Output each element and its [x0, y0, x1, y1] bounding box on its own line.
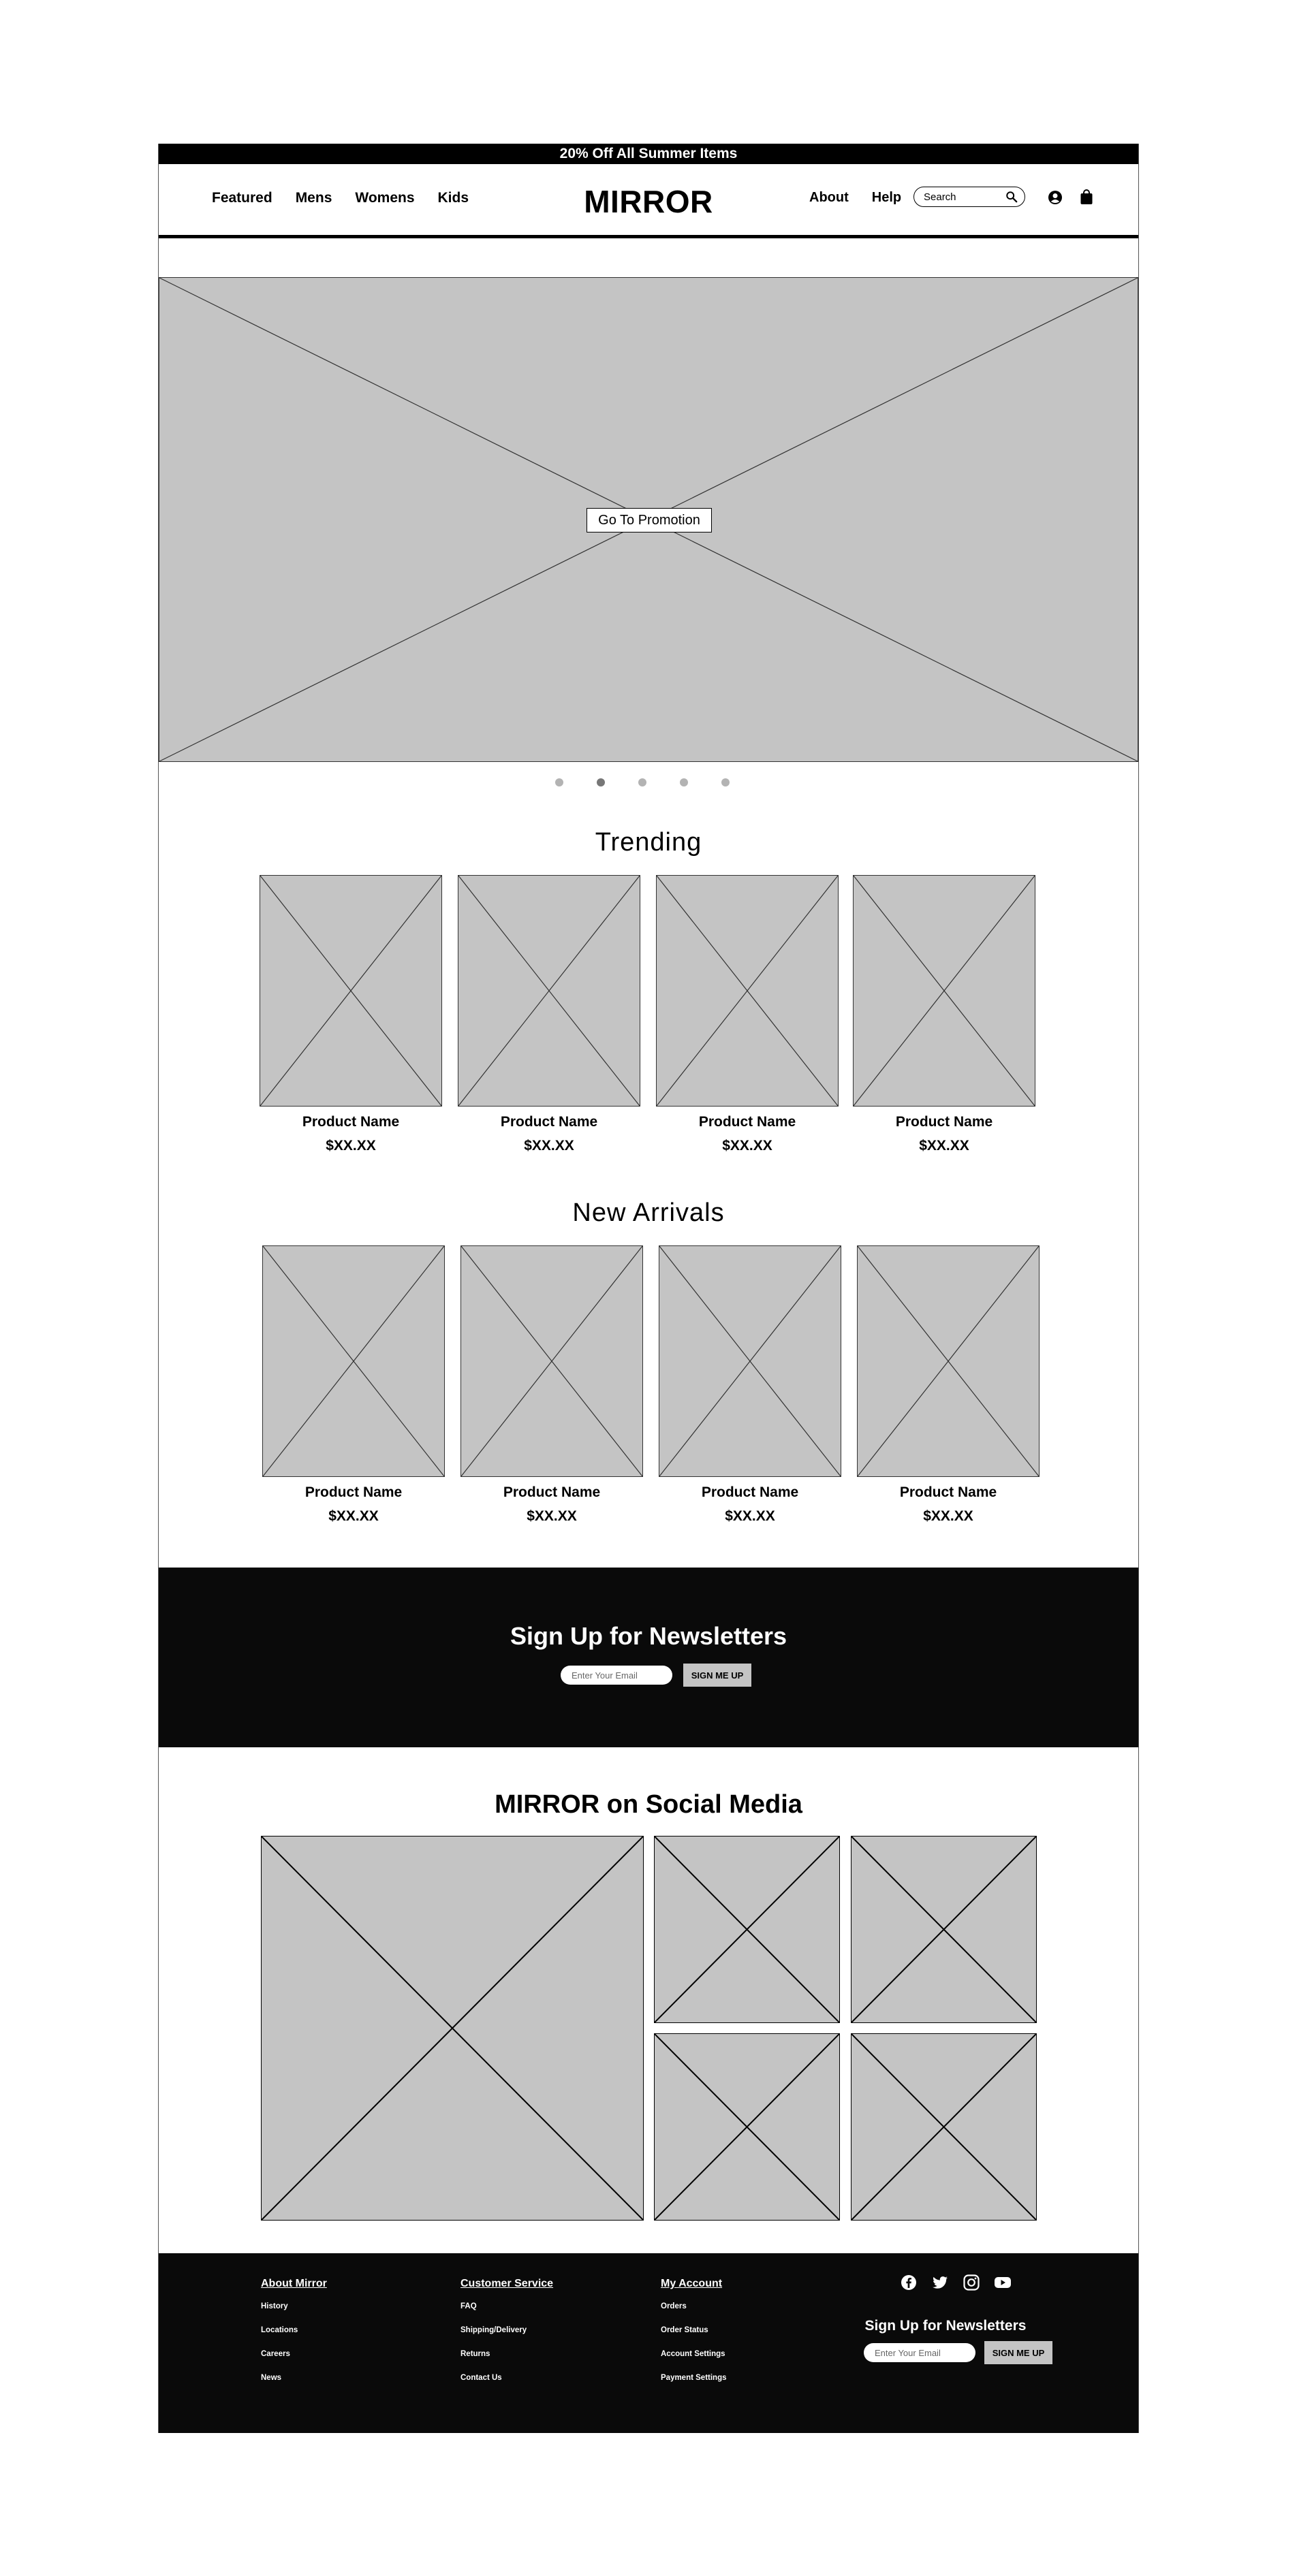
footer-link-payment-settings[interactable]: Payment Settings — [661, 2374, 727, 2382]
social-image[interactable] — [851, 1836, 1037, 2023]
image-placeholder-icon — [851, 2034, 1036, 2220]
carousel-dot[interactable] — [680, 778, 688, 786]
product-name[interactable]: Product Name — [302, 1114, 400, 1130]
product-price: $XX.XX — [722, 1138, 772, 1154]
footer-newsletter-email-input[interactable] — [864, 2343, 975, 2362]
carousel-dot[interactable] — [638, 778, 646, 786]
promo-text: 20% Off All Summer Items — [559, 146, 738, 161]
social-image[interactable] — [654, 1836, 840, 2023]
footer-link-account-settings[interactable]: Account Settings — [661, 2350, 725, 2358]
newsletter-email-input[interactable] — [561, 1666, 672, 1685]
go-to-promotion-button[interactable]: Go To Promotion — [587, 508, 712, 532]
footer-link-faq[interactable]: FAQ — [460, 2302, 477, 2310]
footer-newsletter-signup-button[interactable]: SIGN ME UP — [984, 2341, 1052, 2364]
product-price: $XX.XX — [919, 1138, 969, 1154]
trending-title: Trending — [595, 828, 702, 857]
newsletter-title: Sign Up for Newsletters — [510, 1622, 787, 1650]
nav-featured[interactable]: Featured — [212, 190, 272, 206]
image-placeholder-icon — [657, 876, 838, 1106]
social-image[interactable] — [851, 2033, 1037, 2221]
nav-mens[interactable]: Mens — [295, 190, 332, 206]
image-placeholder-icon — [655, 2034, 839, 2220]
product-image[interactable] — [857, 1245, 1040, 1477]
social-image-large[interactable] — [261, 1836, 644, 2221]
site-logo[interactable]: MIRROR — [584, 184, 713, 219]
new-arrivals-title: New Arrivals — [572, 1198, 725, 1227]
header-divider — [159, 235, 1138, 238]
product-image[interactable] — [656, 875, 839, 1107]
product-name[interactable]: Product Name — [500, 1114, 598, 1130]
twitter-icon[interactable] — [931, 2274, 949, 2291]
nav-help[interactable]: Help — [871, 190, 902, 205]
footer-heading-customer-service[interactable]: Customer Service — [460, 2278, 554, 2289]
product-name[interactable]: Product Name — [503, 1484, 601, 1500]
search-bar[interactable] — [913, 187, 1025, 207]
footer-column-customer-service — [460, 2278, 553, 2398]
promo-banner[interactable] — [159, 144, 1138, 164]
carousel-dot[interactable] — [721, 778, 730, 786]
footer-newsletter-title: Sign Up for Newsletters — [864, 2318, 1027, 2334]
image-placeholder-icon — [854, 876, 1035, 1106]
carousel-dot-active[interactable] — [597, 778, 605, 786]
site-footer — [159, 2253, 1138, 2433]
footer-heading-about[interactable]: About Mirror — [261, 2278, 327, 2289]
footer-link-shipping[interactable]: Shipping/Delivery — [460, 2326, 527, 2334]
footer-column-account — [661, 2278, 727, 2398]
secondary-nav — [809, 190, 924, 206]
image-placeholder-icon — [263, 1246, 444, 1476]
footer-heading-account[interactable]: My Account — [661, 2278, 723, 2289]
product-image[interactable] — [458, 875, 640, 1107]
product-name[interactable]: Product Name — [698, 1114, 796, 1130]
nav-about[interactable]: About — [809, 190, 849, 205]
product-price: $XX.XX — [923, 1508, 973, 1524]
image-placeholder-icon — [260, 876, 441, 1106]
product-name[interactable]: Product Name — [304, 1484, 403, 1500]
footer-link-order-status[interactable]: Order Status — [661, 2326, 708, 2334]
account-icon[interactable] — [1048, 190, 1063, 205]
product-image[interactable] — [260, 875, 442, 1107]
product-name[interactable]: Product Name — [899, 1484, 997, 1500]
product-price: $XX.XX — [725, 1508, 775, 1524]
newsletter-section — [159, 1568, 1138, 1747]
youtube-icon[interactable] — [994, 2274, 1012, 2291]
shopping-bag-icon[interactable] — [1080, 189, 1093, 205]
search-input[interactable] — [924, 191, 999, 203]
carousel-dot[interactable] — [555, 778, 563, 786]
footer-column-about — [261, 2278, 327, 2398]
product-price: $XX.XX — [326, 1138, 376, 1154]
instagram-icon[interactable] — [963, 2274, 980, 2291]
product-name[interactable]: Product Name — [701, 1484, 799, 1500]
product-image[interactable] — [853, 875, 1035, 1107]
footer-link-history[interactable]: History — [261, 2302, 288, 2310]
footer-link-returns[interactable]: Returns — [460, 2350, 490, 2358]
footer-link-news[interactable]: News — [261, 2374, 282, 2382]
product-price: $XX.XX — [524, 1138, 574, 1154]
nav-kids[interactable]: Kids — [437, 190, 469, 206]
footer-link-careers[interactable]: Careers — [261, 2350, 290, 2358]
product-price: $XX.XX — [328, 1508, 379, 1524]
page-frame — [158, 144, 1139, 2433]
search-icon[interactable] — [1005, 191, 1018, 203]
image-placeholder-icon — [851, 1836, 1036, 2022]
footer-link-contact[interactable]: Contact Us — [460, 2374, 502, 2382]
image-placeholder-icon — [262, 1836, 643, 2220]
product-image[interactable] — [659, 1245, 841, 1477]
image-placeholder-icon — [655, 1836, 839, 2022]
product-image[interactable] — [460, 1245, 643, 1477]
image-placeholder-icon — [461, 1246, 642, 1476]
footer-social-icons — [900, 2274, 1012, 2291]
footer-link-locations[interactable]: Locations — [261, 2326, 298, 2334]
product-name[interactable]: Product Name — [895, 1114, 993, 1130]
image-placeholder-icon — [458, 876, 640, 1106]
newsletter-signup-button[interactable]: SIGN ME UP — [683, 1664, 751, 1687]
footer-link-orders[interactable]: Orders — [661, 2302, 687, 2310]
facebook-icon[interactable] — [900, 2274, 918, 2291]
product-image[interactable] — [262, 1245, 445, 1477]
product-price: $XX.XX — [527, 1508, 577, 1524]
nav-womens[interactable]: Womens — [355, 190, 415, 206]
social-image[interactable] — [654, 2033, 840, 2221]
image-placeholder-icon — [858, 1246, 1039, 1476]
image-placeholder-icon — [659, 1246, 841, 1476]
site-header — [159, 164, 1138, 238]
carousel-indicators — [159, 778, 1138, 792]
social-media-title: MIRROR on Social Media — [495, 1790, 802, 1819]
